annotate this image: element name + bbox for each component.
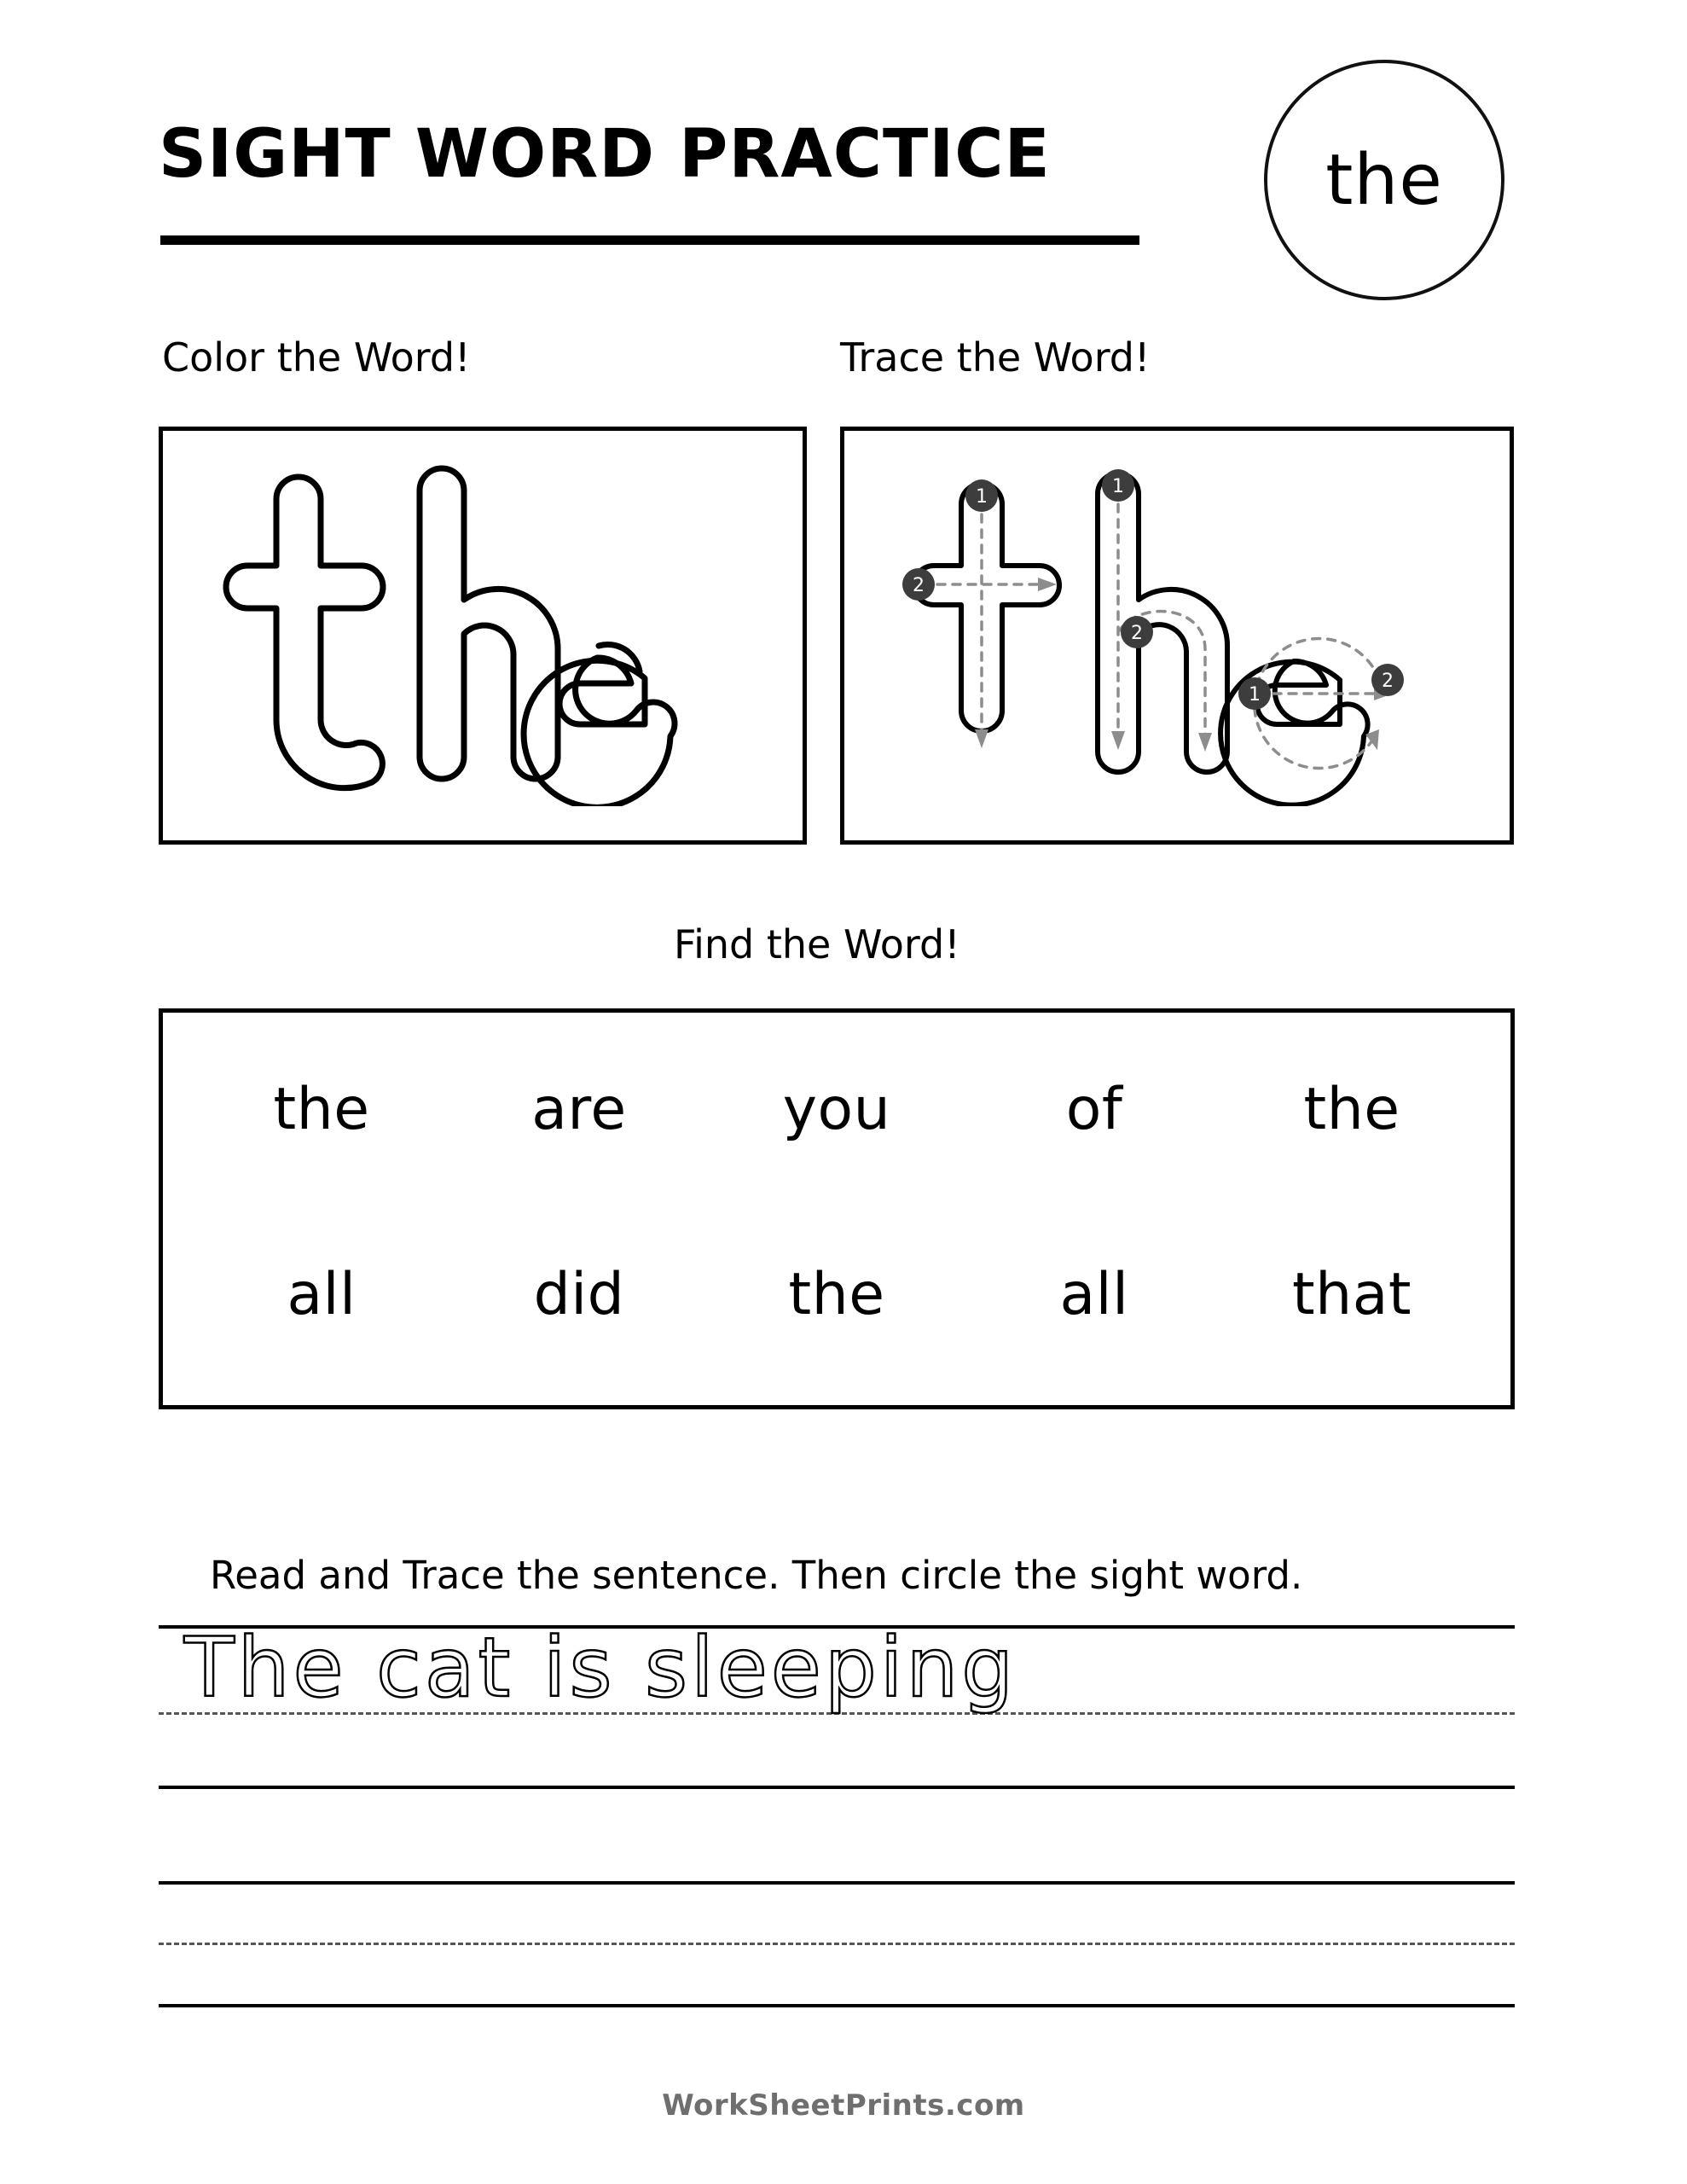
svg-text:2: 2 xyxy=(1131,623,1143,644)
writing-line-baseline-2 xyxy=(159,2004,1515,2007)
find-word-cell[interactable]: all xyxy=(1059,1261,1129,1328)
find-word-cell[interactable]: all xyxy=(287,1261,357,1328)
find-word-cell[interactable]: you xyxy=(782,1076,891,1143)
svg-text:2: 2 xyxy=(913,575,925,596)
find-word-cell[interactable]: the xyxy=(788,1261,885,1328)
outline-word-the xyxy=(163,431,803,840)
trace-the-word-box[interactable] xyxy=(840,427,1514,845)
find-word-cell[interactable]: the xyxy=(273,1076,370,1143)
sentence-instruction: Read and Trace the sentence. Then circle the sight word. xyxy=(210,1553,1303,1598)
svg-text:1: 1 xyxy=(976,486,988,508)
footer-site-name: WorkSheetPrints.com xyxy=(662,2088,1025,2123)
find-section-label: Find the Word! xyxy=(674,921,960,967)
find-word-cell[interactable]: that xyxy=(1291,1261,1412,1328)
writing-line-top-2 xyxy=(159,1881,1515,1885)
handwriting-lines[interactable] xyxy=(159,1620,1515,2009)
color-section-label: Color the Word! xyxy=(162,334,471,380)
title-underline xyxy=(160,235,1139,245)
trace-word-the xyxy=(844,431,1510,840)
sight-word-badge xyxy=(1264,60,1504,300)
trace-section-label: Trace the Word! xyxy=(840,334,1151,380)
color-the-word-box[interactable] xyxy=(159,427,807,845)
svg-text:1: 1 xyxy=(1112,476,1124,497)
writing-line-mid-dashed-2 xyxy=(159,1943,1515,1945)
find-word-cell[interactable]: did xyxy=(533,1261,625,1328)
writing-line-baseline xyxy=(159,1786,1515,1789)
find-the-word-grid xyxy=(159,1008,1515,1409)
find-word-cell[interactable]: are xyxy=(531,1076,627,1143)
svg-text:2: 2 xyxy=(1382,671,1394,692)
svg-text:1: 1 xyxy=(1249,684,1261,706)
find-word-cell[interactable]: of xyxy=(1065,1076,1123,1143)
page-title: SIGHT WORD PRACTICE xyxy=(159,116,1051,193)
worksheet-header xyxy=(159,101,1540,322)
sight-word-badge-label: the xyxy=(1325,139,1443,221)
find-word-cell[interactable]: the xyxy=(1303,1076,1400,1143)
trace-sentence-text: The cat is sleeping xyxy=(184,1620,1017,1716)
